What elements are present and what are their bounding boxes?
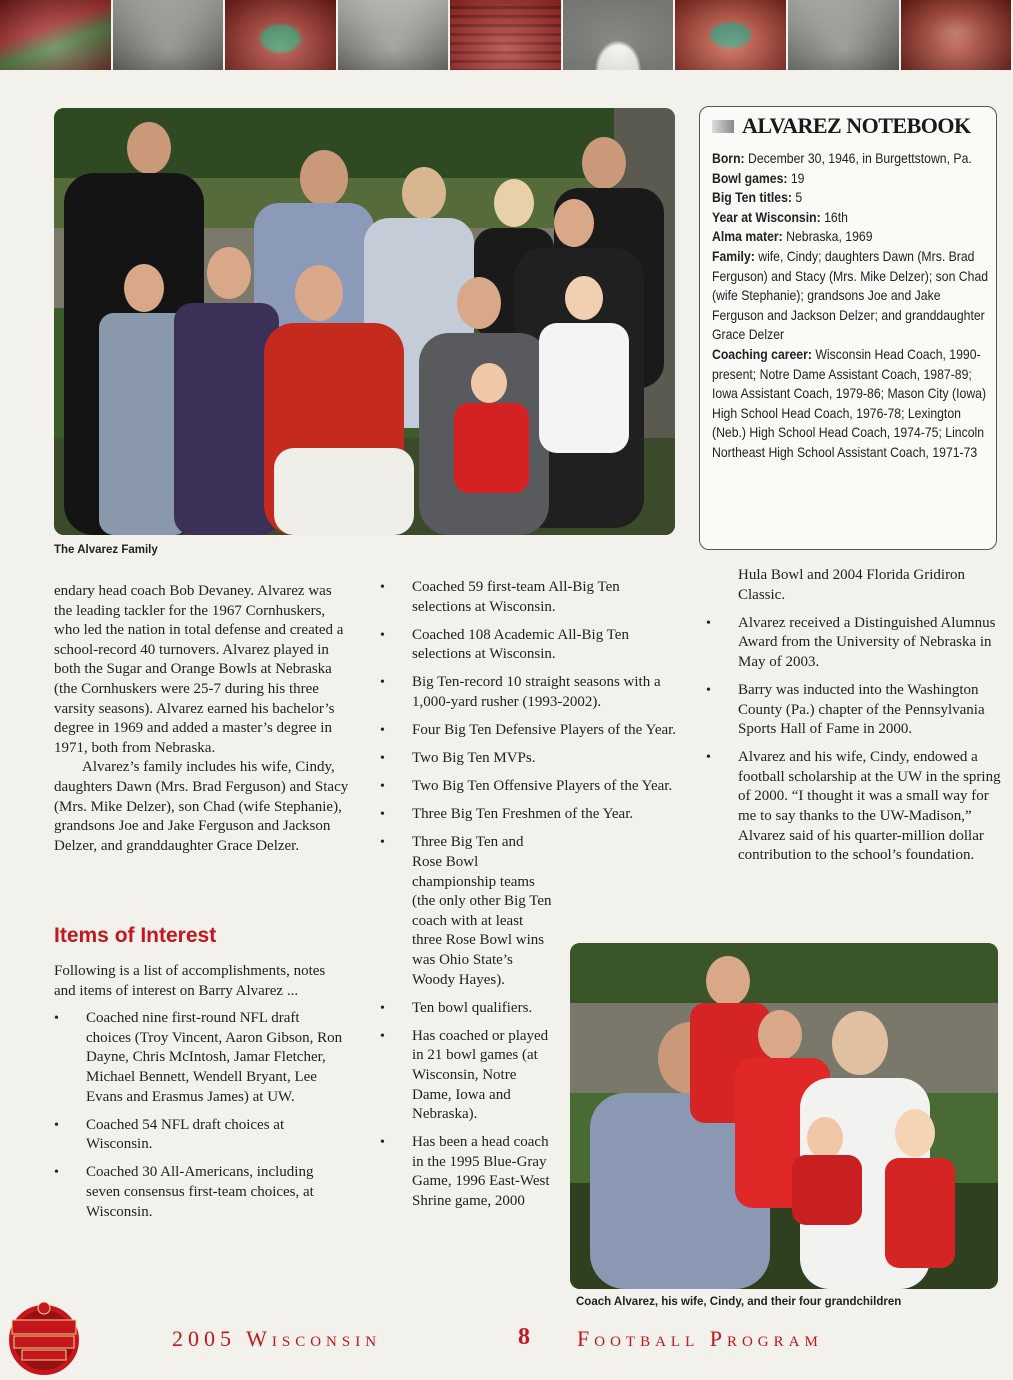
nb-coaching-career: Coaching career: Wisconsin Head Coach, 1990-present; Notre Dame Assistant Coach, 1987-89; Iowa Assistant Coach, 1979-86; Mason City (Iowa) High School Head Coach, 1976-78; Lexington (Neb.) High School Head Coach, 1974-75; Lincoln Northeast High School Assistant Coach, 1971-73 [712, 346, 987, 460]
nb-born: Born: December 30, 1946, in Burgettstown, Pa. [712, 151, 972, 166]
list-item: • Has been a head coach in the 1995 Blue-Gray Game, 1996 East-West Shrine game, 2000 [380, 1133, 552, 1211]
family-photo-caption: The Alvarez Family [54, 544, 158, 556]
title-square-icon [712, 120, 734, 133]
col1-paragraph-1: endary head coach Bob Devaney. Alvarez was the leading tackler for the 1967 Cornhuskers, who led the nation in total defense and created a school-record 40 turnovers. Alvarez played in both the Sugar and Orange Bowls at Nebraska (the Cornhuskers were 25-7 during his three varsity seasons). Alvarez earned his bachelor’s degree in 1969 and added a master’s degree in 1971, both from Nebraska. [54, 583, 344, 756]
header-tile-crowd [450, 0, 563, 70]
header-photo-strip [0, 0, 1013, 70]
list-item: • Ten bowl qualifiers. [380, 999, 552, 1019]
nb-big-ten-titles: Big Ten titles: 5 [712, 190, 803, 206]
list-item: • Four Big Ten Defensive Players of the Year. [380, 721, 680, 741]
nb-bowl-games: Bowl games: 19 [712, 170, 805, 186]
notebook-body [712, 149, 993, 463]
list-item: • Alvarez and his wife, Cindy, endowed a football scholarship at the UW in the spring of 2000. “I thought it was a small way for me to say thanks to the UW-Madison,” Alvarez said of his quarter-million dollar contribution to the school’s foundation. [706, 748, 1002, 866]
column-3 [706, 566, 1002, 874]
header-tile-aerial-color [675, 0, 788, 70]
notebook-title-row [712, 113, 986, 139]
items-intro: Following is a list of accomplishments, notes and items of interest on Barry Alvarez ... [54, 963, 326, 999]
header-tile-aerial-crowd [901, 0, 1013, 70]
header-tile-bleachers [338, 0, 451, 70]
column-1-text [54, 582, 351, 856]
grandchildren-photo-caption: Coach Alvarez, his wife, Cindy, and their four grandchildren [576, 1296, 902, 1308]
list-item: • Two Big Ten MVPs. [380, 749, 680, 769]
list-item: • Two Big Ten Offensive Players of the Year. [380, 777, 680, 797]
page-footer [0, 1326, 1013, 1356]
family-photo [54, 108, 675, 535]
col1-bullet-list [54, 1009, 344, 1222]
list-item: • Coached 54 NFL draft choices at Wisconsin. [54, 1116, 344, 1155]
col3-bullet-list [706, 614, 1002, 866]
list-item: • Coached 59 first-team All-Big Ten selections at Wisconsin. [380, 578, 680, 617]
notebook-title: ALVAREZ NOTEBOOK [742, 113, 971, 138]
column-1-items [54, 962, 344, 1231]
list-item: • Coached nine first-round NFL draft choices (Troy Vincent, Aaron Gibson, Ron Dayne, Chris McIntosh, Jamar Fletcher, Michael Bennett, Wendell Bryant, Lee Evans and Erasmus James) at UW. [54, 1009, 344, 1107]
items-of-interest-heading: Items of Interest [54, 924, 217, 947]
list-item: • Coached 108 Academic All-Big Ten selections at Wisconsin. [380, 626, 680, 665]
list-item: • Has coached or played in 21 bowl games (at Wisconsin, Notre Dame, Iowa and Nebraska). [380, 1027, 552, 1125]
footer-left-text: 2005 Wisconsin [172, 1326, 382, 1351]
alvarez-notebook-box [699, 106, 997, 550]
nb-year-at-wisconsin: Year at Wisconsin: 16th [712, 209, 848, 225]
nb-alma-mater: Alma mater: Nebraska, 1969 [712, 229, 873, 245]
header-tile-aerial-red [225, 0, 338, 70]
list-item: • Alvarez received a Distinguished Alumnus Award from the University of Nebraska in May of 2003. [706, 614, 1002, 673]
col3-continued: Hula Bowl and 2004 Florida Gridiron Classic. [738, 567, 966, 603]
list-item: • Three Big Ten and Rose Bowl championship teams (the only other Big Ten coach with at least three Rose Bowl wins was Ohio State’s Woody Hayes). [380, 833, 552, 990]
grandchildren-photo [570, 943, 998, 1289]
list-item: • Coached 30 All-Americans, including seven consensus first-team choices, at Wisconsin. [54, 1163, 344, 1222]
page-number: 8 [518, 1324, 530, 1350]
nb-family: Family: wife, Cindy; daughters Dawn (Mrs. Brad Ferguson) and Stacy (Mrs. Mike Delzer); son Chad (wife Stephanie); grandsons Joe and Jake Ferguson and Jackson Delzer; and granddaughter Grace Delzer [712, 248, 989, 343]
header-tile-aerial-bw [788, 0, 901, 70]
col1-paragraph-2: Alvarez’s family includes his wife, Cindy, daughters Dawn (Mrs. Brad Ferguson) and Stacy (Mrs. Mike Delzer), son Chad (wife Stephanie), grandsons Joe and Jake Ferguson and Jackson Delzer, and granddaughter Grace Delzer. [54, 759, 349, 854]
list-item: • Three Big Ten Freshmen of the Year. [380, 805, 680, 825]
footer-right-text: Football Program [577, 1326, 823, 1351]
list-item: • Big Ten-record 10 straight seasons with a 1,000-yard rusher (1993-2002). [380, 673, 680, 712]
header-tile-arch [563, 0, 676, 70]
header-tile-field [0, 0, 113, 70]
header-tile-aerial-gray [113, 0, 226, 70]
list-item: • Barry was inducted into the Washington County (Pa.) chapter of the Pennsylvania Sports Hall of Fame in 2000. [706, 681, 1002, 740]
